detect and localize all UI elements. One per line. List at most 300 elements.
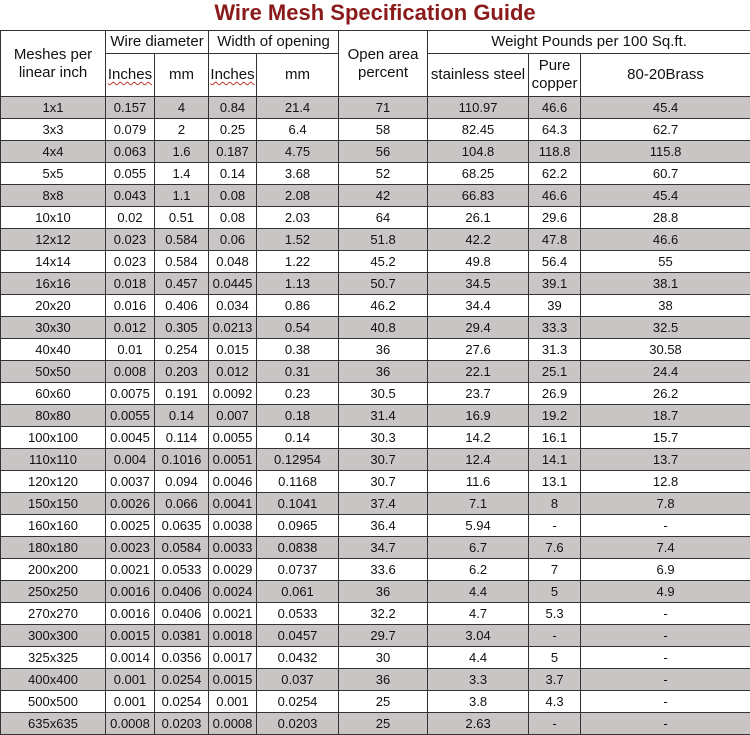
cell-mesh: 270x270 <box>1 603 106 625</box>
cell-stainless: 4.4 <box>428 647 529 669</box>
cell-wire-inches: 0.02 <box>106 207 155 229</box>
cell-wire-inches: 0.016 <box>106 295 155 317</box>
cell-wire-inches: 0.063 <box>106 141 155 163</box>
cell-mesh: 50x50 <box>1 361 106 383</box>
table-row <box>1 713 750 735</box>
table-row <box>1 119 750 141</box>
cell-open-area: 31.4 <box>339 405 428 427</box>
table-row <box>1 537 750 559</box>
cell-brass: 30.58 <box>581 339 750 361</box>
cell-brass: 32.5 <box>581 317 750 339</box>
cell-open-area: 29.7 <box>339 625 428 647</box>
cell-wire-inches: 0.001 <box>106 669 155 691</box>
cell-wire-mm: 0.094 <box>155 471 209 493</box>
table-row <box>1 317 750 339</box>
cell-wire-inches: 0.008 <box>106 361 155 383</box>
cell-copper: 8 <box>529 493 581 515</box>
cell-open-area: 30.5 <box>339 383 428 405</box>
cell-copper: - <box>529 625 581 647</box>
table-row <box>1 603 750 625</box>
cell-wire-mm: 0.0635 <box>155 515 209 537</box>
cell-wire-mm: 0.203 <box>155 361 209 383</box>
cell-open-area: 51.8 <box>339 229 428 251</box>
table-row <box>1 559 750 581</box>
cell-copper: 46.6 <box>529 185 581 207</box>
cell-opening-inches: 0.0213 <box>209 317 257 339</box>
cell-copper: 64.3 <box>529 119 581 141</box>
cell-brass: - <box>581 647 750 669</box>
cell-mesh: 110x110 <box>1 449 106 471</box>
page-title: Wire Mesh Specification Guide <box>214 0 536 25</box>
header-meshes: Meshes per linear inch <box>1 31 106 97</box>
cell-opening-inches: 0.012 <box>209 361 257 383</box>
cell-brass: 46.6 <box>581 229 750 251</box>
cell-wire-mm: 0.191 <box>155 383 209 405</box>
cell-wire-mm: 0.406 <box>155 295 209 317</box>
cell-open-area: 30.3 <box>339 427 428 449</box>
table-row <box>1 691 750 713</box>
cell-opening-mm: 0.0737 <box>257 559 339 581</box>
cell-wire-mm: 1.1 <box>155 185 209 207</box>
cell-opening-inches: 0.14 <box>209 163 257 185</box>
cell-wire-inches: 0.0021 <box>106 559 155 581</box>
cell-opening-inches: 0.0024 <box>209 581 257 603</box>
cell-wire-inches: 0.0008 <box>106 713 155 735</box>
cell-brass: 26.2 <box>581 383 750 405</box>
cell-copper: 29.6 <box>529 207 581 229</box>
header-copper: Pure copper <box>529 54 581 97</box>
cell-opening-mm: 0.0457 <box>257 625 339 647</box>
cell-wire-mm: 1.6 <box>155 141 209 163</box>
cell-open-area: 30.7 <box>339 449 428 471</box>
cell-opening-inches: 0.0445 <box>209 273 257 295</box>
cell-stainless: 16.9 <box>428 405 529 427</box>
header-wire-inches <box>106 54 155 97</box>
cell-opening-inches: 0.0008 <box>209 713 257 735</box>
cell-opening-mm: 0.12954 <box>257 449 339 471</box>
cell-brass: 13.7 <box>581 449 750 471</box>
table-row <box>1 669 750 691</box>
cell-stainless: 29.4 <box>428 317 529 339</box>
header-wire-inches-label: Inches <box>107 66 153 83</box>
cell-stainless: 66.83 <box>428 185 529 207</box>
header-opening-mm: mm <box>257 54 339 97</box>
cell-opening-inches: 0.0051 <box>209 449 257 471</box>
cell-wire-inches: 0.079 <box>106 119 155 141</box>
cell-wire-mm: 0.51 <box>155 207 209 229</box>
cell-opening-inches: 0.0015 <box>209 669 257 691</box>
cell-open-area: 36 <box>339 669 428 691</box>
header-opening-inches <box>209 54 257 97</box>
cell-opening-mm: 0.0254 <box>257 691 339 713</box>
cell-stainless: 27.6 <box>428 339 529 361</box>
cell-stainless: 12.4 <box>428 449 529 471</box>
cell-open-area: 42 <box>339 185 428 207</box>
cell-stainless: 110.97 <box>428 97 529 119</box>
table-row <box>1 295 750 317</box>
cell-wire-mm: 2 <box>155 119 209 141</box>
cell-open-area: 40.8 <box>339 317 428 339</box>
cell-copper: 16.1 <box>529 427 581 449</box>
cell-open-area: 25 <box>339 713 428 735</box>
cell-open-area: 36 <box>339 339 428 361</box>
cell-opening-inches: 0.0038 <box>209 515 257 537</box>
cell-stainless: 4.4 <box>428 581 529 603</box>
cell-copper: 5 <box>529 581 581 603</box>
cell-stainless: 6.2 <box>428 559 529 581</box>
cell-stainless: 49.8 <box>428 251 529 273</box>
cell-stainless: 34.5 <box>428 273 529 295</box>
cell-wire-mm: 0.0356 <box>155 647 209 669</box>
cell-copper: 26.9 <box>529 383 581 405</box>
cell-brass: - <box>581 713 750 735</box>
cell-opening-inches: 0.0018 <box>209 625 257 647</box>
cell-brass: 55 <box>581 251 750 273</box>
header-width-opening: Width of opening <box>209 31 339 54</box>
cell-stainless: 5.94 <box>428 515 529 537</box>
cell-wire-mm: 0.1016 <box>155 449 209 471</box>
cell-wire-inches: 0.001 <box>106 691 155 713</box>
cell-wire-mm: 1.4 <box>155 163 209 185</box>
cell-open-area: 30 <box>339 647 428 669</box>
cell-wire-inches: 0.0023 <box>106 537 155 559</box>
cell-open-area: 36 <box>339 361 428 383</box>
cell-opening-inches: 0.84 <box>209 97 257 119</box>
cell-opening-mm: 0.1041 <box>257 493 339 515</box>
cell-opening-mm: 0.0965 <box>257 515 339 537</box>
cell-mesh: 5x5 <box>1 163 106 185</box>
cell-copper: 3.7 <box>529 669 581 691</box>
cell-mesh: 60x60 <box>1 383 106 405</box>
cell-mesh: 4x4 <box>1 141 106 163</box>
cell-mesh: 3x3 <box>1 119 106 141</box>
cell-copper: 56.4 <box>529 251 581 273</box>
cell-opening-mm: 0.18 <box>257 405 339 427</box>
cell-stainless: 4.7 <box>428 603 529 625</box>
cell-copper: 7.6 <box>529 537 581 559</box>
cell-copper: 4.3 <box>529 691 581 713</box>
cell-copper: 46.6 <box>529 97 581 119</box>
cell-opening-inches: 0.0029 <box>209 559 257 581</box>
cell-brass: 28.8 <box>581 207 750 229</box>
cell-open-area: 36 <box>339 581 428 603</box>
cell-opening-inches: 0.0055 <box>209 427 257 449</box>
cell-wire-inches: 0.0037 <box>106 471 155 493</box>
cell-copper: 31.3 <box>529 339 581 361</box>
cell-copper: - <box>529 713 581 735</box>
cell-wire-inches: 0.0014 <box>106 647 155 669</box>
table-row <box>1 163 750 185</box>
cell-mesh: 150x150 <box>1 493 106 515</box>
cell-open-area: 71 <box>339 97 428 119</box>
header-wire-mm: mm <box>155 54 209 97</box>
cell-opening-mm: 6.4 <box>257 119 339 141</box>
cell-opening-mm: 2.03 <box>257 207 339 229</box>
cell-opening-mm: 3.68 <box>257 163 339 185</box>
cell-brass: 38.1 <box>581 273 750 295</box>
cell-opening-inches: 0.0033 <box>209 537 257 559</box>
cell-mesh: 160x160 <box>1 515 106 537</box>
cell-wire-inches: 0.01 <box>106 339 155 361</box>
cell-opening-inches: 0.0092 <box>209 383 257 405</box>
cell-open-area: 45.2 <box>339 251 428 273</box>
cell-brass: 45.4 <box>581 185 750 207</box>
cell-brass: - <box>581 515 750 537</box>
cell-mesh: 500x500 <box>1 691 106 713</box>
table-row <box>1 405 750 427</box>
cell-mesh: 14x14 <box>1 251 106 273</box>
cell-stainless: 11.6 <box>428 471 529 493</box>
cell-opening-mm: 0.037 <box>257 669 339 691</box>
cell-opening-mm: 0.1168 <box>257 471 339 493</box>
cell-wire-inches: 0.004 <box>106 449 155 471</box>
cell-brass: 60.7 <box>581 163 750 185</box>
cell-brass: - <box>581 603 750 625</box>
cell-wire-inches: 0.0015 <box>106 625 155 647</box>
cell-open-area: 64 <box>339 207 428 229</box>
cell-mesh: 180x180 <box>1 537 106 559</box>
table-row <box>1 229 750 251</box>
cell-mesh: 250x250 <box>1 581 106 603</box>
table-row <box>1 581 750 603</box>
cell-mesh: 80x80 <box>1 405 106 427</box>
table-row <box>1 427 750 449</box>
cell-stainless: 3.3 <box>428 669 529 691</box>
cell-copper: 7 <box>529 559 581 581</box>
cell-mesh: 20x20 <box>1 295 106 317</box>
cell-brass: 15.7 <box>581 427 750 449</box>
cell-open-area: 34.7 <box>339 537 428 559</box>
cell-brass: - <box>581 669 750 691</box>
cell-opening-mm: 0.54 <box>257 317 339 339</box>
cell-stainless: 23.7 <box>428 383 529 405</box>
cell-brass: 6.9 <box>581 559 750 581</box>
cell-wire-inches: 0.012 <box>106 317 155 339</box>
cell-open-area: 58 <box>339 119 428 141</box>
cell-wire-mm: 0.254 <box>155 339 209 361</box>
cell-open-area: 50.7 <box>339 273 428 295</box>
cell-stainless: 104.8 <box>428 141 529 163</box>
cell-stainless: 2.63 <box>428 713 529 735</box>
cell-wire-inches: 0.0075 <box>106 383 155 405</box>
cell-wire-inches: 0.023 <box>106 251 155 273</box>
table-row <box>1 449 750 471</box>
table-row <box>1 471 750 493</box>
table-row <box>1 273 750 295</box>
cell-copper: 14.1 <box>529 449 581 471</box>
cell-wire-mm: 0.066 <box>155 493 209 515</box>
cell-brass: - <box>581 691 750 713</box>
cell-opening-inches: 0.007 <box>209 405 257 427</box>
cell-open-area: 52 <box>339 163 428 185</box>
cell-copper: 62.2 <box>529 163 581 185</box>
table-row <box>1 515 750 537</box>
cell-opening-mm: 2.08 <box>257 185 339 207</box>
cell-opening-mm: 0.0838 <box>257 537 339 559</box>
cell-copper: 5 <box>529 647 581 669</box>
cell-brass: 12.8 <box>581 471 750 493</box>
cell-mesh: 10x10 <box>1 207 106 229</box>
cell-opening-mm: 1.13 <box>257 273 339 295</box>
cell-opening-mm: 0.0533 <box>257 603 339 625</box>
cell-opening-mm: 0.86 <box>257 295 339 317</box>
cell-mesh: 1x1 <box>1 97 106 119</box>
cell-stainless: 3.8 <box>428 691 529 713</box>
cell-opening-inches: 0.25 <box>209 119 257 141</box>
cell-wire-inches: 0.0016 <box>106 581 155 603</box>
cell-opening-mm: 21.4 <box>257 97 339 119</box>
cell-wire-mm: 0.114 <box>155 427 209 449</box>
cell-brass: 115.8 <box>581 141 750 163</box>
cell-wire-inches: 0.023 <box>106 229 155 251</box>
cell-wire-inches: 0.018 <box>106 273 155 295</box>
cell-brass: 24.4 <box>581 361 750 383</box>
cell-open-area: 37.4 <box>339 493 428 515</box>
cell-brass: 7.4 <box>581 537 750 559</box>
cell-opening-mm: 0.38 <box>257 339 339 361</box>
table-row <box>1 647 750 669</box>
cell-stainless: 34.4 <box>428 295 529 317</box>
cell-open-area: 30.7 <box>339 471 428 493</box>
table-header <box>1 31 750 97</box>
table-body <box>1 97 750 735</box>
table-row <box>1 625 750 647</box>
cell-stainless: 68.25 <box>428 163 529 185</box>
table-row <box>1 339 750 361</box>
cell-mesh: 325x325 <box>1 647 106 669</box>
cell-opening-inches: 0.0017 <box>209 647 257 669</box>
cell-brass: - <box>581 625 750 647</box>
cell-brass: 7.8 <box>581 493 750 515</box>
cell-stainless: 42.2 <box>428 229 529 251</box>
cell-mesh: 16x16 <box>1 273 106 295</box>
cell-mesh: 635x635 <box>1 713 106 735</box>
cell-opening-mm: 0.14 <box>257 427 339 449</box>
header-opening-inches-label: Inches <box>210 66 255 83</box>
cell-opening-mm: 0.23 <box>257 383 339 405</box>
spec-table <box>0 30 750 735</box>
cell-brass: 62.7 <box>581 119 750 141</box>
cell-stainless: 82.45 <box>428 119 529 141</box>
cell-wire-inches: 0.0045 <box>106 427 155 449</box>
table-row <box>1 185 750 207</box>
cell-wire-mm: 0.0381 <box>155 625 209 647</box>
cell-wire-inches: 0.157 <box>106 97 155 119</box>
cell-opening-inches: 0.187 <box>209 141 257 163</box>
cell-copper: 19.2 <box>529 405 581 427</box>
cell-wire-mm: 0.0406 <box>155 581 209 603</box>
header-brass: 80-20Brass <box>581 54 750 97</box>
cell-open-area: 36.4 <box>339 515 428 537</box>
table-row <box>1 383 750 405</box>
cell-opening-inches: 0.06 <box>209 229 257 251</box>
cell-wire-mm: 0.0406 <box>155 603 209 625</box>
cell-opening-inches: 0.08 <box>209 185 257 207</box>
cell-wire-mm: 0.0254 <box>155 691 209 713</box>
cell-wire-inches: 0.0026 <box>106 493 155 515</box>
cell-wire-mm: 0.457 <box>155 273 209 295</box>
cell-copper: 39 <box>529 295 581 317</box>
cell-open-area: 56 <box>339 141 428 163</box>
cell-opening-mm: 0.061 <box>257 581 339 603</box>
cell-opening-mm: 1.22 <box>257 251 339 273</box>
cell-brass: 45.4 <box>581 97 750 119</box>
cell-brass: 38 <box>581 295 750 317</box>
cell-wire-inches: 0.0025 <box>106 515 155 537</box>
cell-wire-mm: 0.305 <box>155 317 209 339</box>
cell-opening-mm: 0.0432 <box>257 647 339 669</box>
cell-wire-mm: 0.14 <box>155 405 209 427</box>
cell-mesh: 40x40 <box>1 339 106 361</box>
table-row <box>1 361 750 383</box>
cell-wire-mm: 4 <box>155 97 209 119</box>
cell-opening-inches: 0.0021 <box>209 603 257 625</box>
header-wire-diameter: Wire diameter <box>106 31 209 54</box>
table-row <box>1 493 750 515</box>
cell-brass: 18.7 <box>581 405 750 427</box>
cell-opening-inches: 0.015 <box>209 339 257 361</box>
cell-wire-mm: 0.584 <box>155 251 209 273</box>
cell-copper: 39.1 <box>529 273 581 295</box>
cell-copper: 5.3 <box>529 603 581 625</box>
cell-opening-mm: 0.0203 <box>257 713 339 735</box>
table-row <box>1 97 750 119</box>
header-weight: Weight Pounds per 100 Sq.ft. <box>428 31 750 54</box>
cell-stainless: 14.2 <box>428 427 529 449</box>
cell-opening-inches: 0.08 <box>209 207 257 229</box>
cell-wire-inches: 0.043 <box>106 185 155 207</box>
cell-copper: - <box>529 515 581 537</box>
cell-open-area: 25 <box>339 691 428 713</box>
cell-mesh: 100x100 <box>1 427 106 449</box>
cell-opening-mm: 0.31 <box>257 361 339 383</box>
cell-mesh: 8x8 <box>1 185 106 207</box>
cell-copper: 13.1 <box>529 471 581 493</box>
cell-mesh: 12x12 <box>1 229 106 251</box>
cell-opening-inches: 0.034 <box>209 295 257 317</box>
cell-open-area: 32.2 <box>339 603 428 625</box>
cell-wire-mm: 0.0203 <box>155 713 209 735</box>
cell-stainless: 22.1 <box>428 361 529 383</box>
cell-opening-mm: 1.52 <box>257 229 339 251</box>
cell-copper: 118.8 <box>529 141 581 163</box>
cell-mesh: 400x400 <box>1 669 106 691</box>
cell-opening-inches: 0.048 <box>209 251 257 273</box>
cell-wire-mm: 0.584 <box>155 229 209 251</box>
cell-mesh: 30x30 <box>1 317 106 339</box>
cell-mesh: 300x300 <box>1 625 106 647</box>
cell-stainless: 6.7 <box>428 537 529 559</box>
cell-stainless: 7.1 <box>428 493 529 515</box>
cell-mesh: 200x200 <box>1 559 106 581</box>
header-open-area: Open area percent <box>339 31 428 97</box>
cell-wire-inches: 0.0016 <box>106 603 155 625</box>
cell-open-area: 46.2 <box>339 295 428 317</box>
cell-opening-inches: 0.0041 <box>209 493 257 515</box>
cell-wire-mm: 0.0533 <box>155 559 209 581</box>
cell-opening-inches: 0.001 <box>209 691 257 713</box>
cell-wire-mm: 0.0254 <box>155 669 209 691</box>
table-row <box>1 251 750 273</box>
table-row <box>1 207 750 229</box>
cell-copper: 25.1 <box>529 361 581 383</box>
cell-wire-inches: 0.055 <box>106 163 155 185</box>
cell-open-area: 33.6 <box>339 559 428 581</box>
cell-mesh: 120x120 <box>1 471 106 493</box>
header-stainless: stainless steel <box>428 54 529 97</box>
cell-stainless: 3.04 <box>428 625 529 647</box>
cell-brass: 4.9 <box>581 581 750 603</box>
